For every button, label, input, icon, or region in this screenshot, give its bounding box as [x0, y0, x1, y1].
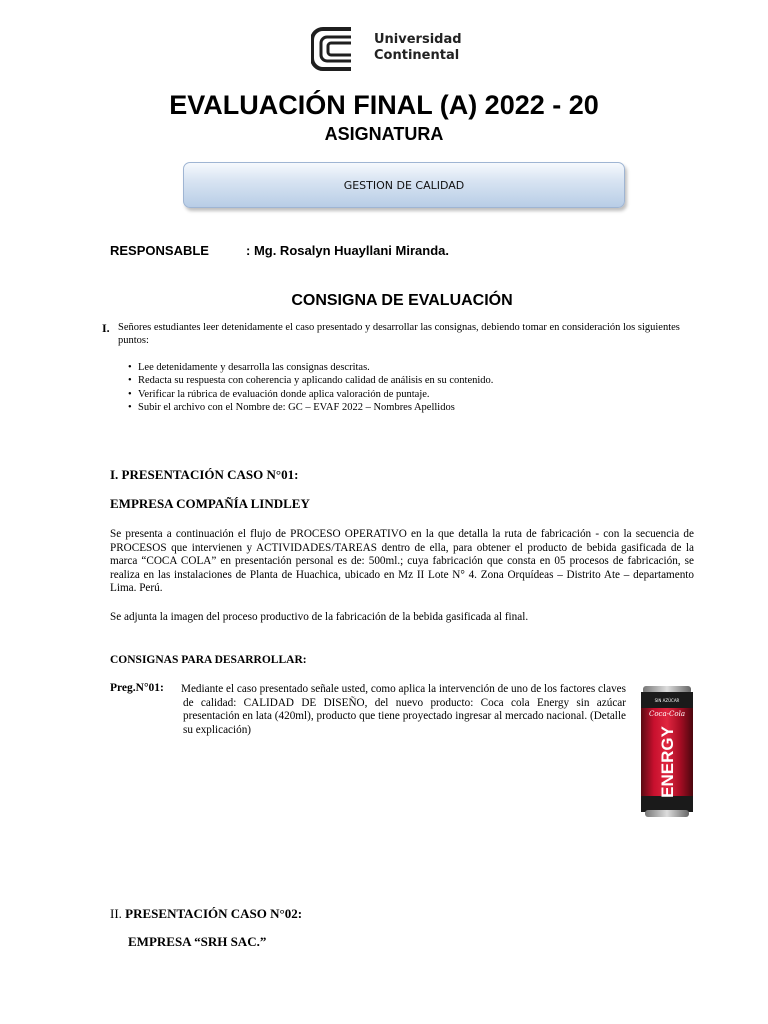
case1-paragraph-1: Se presenta a continuación el flujo de PROCESO OPERATIVO en la que detalla la ruta de fabricación - con la secuencia de PROCESOS que intervienen y ACTIVIDADES/TAREAS dentro de ella, para obtener el producto de bebida gasificada de la marca “COCA COLA” en presentación personal es de: 500ml.; cuya fabricación que consta en 05 procesos de fabricación, se realiza en las instalaciones de Planta de Huachica, ubicado en Mz II Lote N° 4. Zona Orquídeas – Distrito Ate – departamento Lima. Perú.: [110, 528, 694, 595]
logo-wordmark: [374, 32, 462, 64]
coca-cola-energy-can-image: [637, 684, 697, 820]
case1-paragraph-2: Se adjunta la imagen del proceso productivo de la fabricación de la bebida gasificada al final.: [110, 611, 529, 623]
consigna-title: CONSIGNA DE EVALUACIÓN: [291, 292, 513, 309]
can-brand-text: Coca-Cola: [648, 710, 686, 718]
logo-line-2: Continental: [374, 48, 460, 63]
course-name: GESTION DE CALIDAD: [343, 178, 465, 192]
page-title: EVALUACIÓN FINAL (A) 2022 - 20: [169, 90, 599, 120]
can-product-text: ENERGY: [658, 726, 677, 798]
page-subtitle: ASIGNATURA: [324, 124, 444, 144]
case2-company: EMPRESA “SRH SAC.”: [128, 934, 267, 949]
case2-heading: PRESENTACIÓN CASO N°02:: [125, 906, 303, 921]
case2-heading-line: [110, 906, 302, 922]
list-item: • Redacta su respuesta con coherencia y aplicando calidad de análisis en su contenido.: [128, 374, 493, 387]
list-item: • Lee detenidamente y desarrolla las consignas descritas.: [128, 361, 493, 374]
can-top-text: SIN AZÚCAR: [654, 698, 680, 703]
consigna-bullet-list: [128, 361, 493, 415]
question-1-text: Mediante el caso presentado señale usted, como aplica la intervención de uno de los factores claves de calidad: CALIDAD DE DISEÑO, del nuevo producto: Coca cola Energy sin azúcar presentación en lata (420ml), producto que tiene proyectado ingresar al mercado nacional. (Detalle su explicación): [181, 683, 626, 736]
case1-company: EMPRESA COMPAÑÍA LINDLEY: [110, 496, 310, 511]
course-name-box: [183, 162, 625, 208]
logo-line-1: Universidad: [374, 32, 462, 47]
responsable-value: : Mg. Rosalyn Huayllani Miranda.: [246, 243, 449, 258]
consignas-heading: CONSIGNAS PARA DESARROLLAR:: [110, 654, 307, 666]
logo-mark-icon: [311, 27, 369, 71]
responsable-label: RESPONSABLE: [110, 243, 209, 258]
question-1-label: Preg.N°01:: [110, 682, 164, 694]
case2-number: II.: [110, 906, 122, 921]
list-item: • Verificar la rúbrica de evaluación donde aplica valoración de puntaje.: [128, 388, 493, 401]
consigna-intro: Señores estudiantes leer detenidamente el caso presentado y desarrollar las consignas, debiendo tomar en consideración los siguientes puntos:: [118, 322, 680, 346]
list-item: • Subir el archivo con el Nombre de: GC – EVAF 2022 – Nombres Apellidos: [128, 401, 493, 414]
consigna-section-number: I.: [102, 321, 110, 335]
case1-heading: I. PRESENTACIÓN CASO N°01:: [110, 467, 299, 482]
